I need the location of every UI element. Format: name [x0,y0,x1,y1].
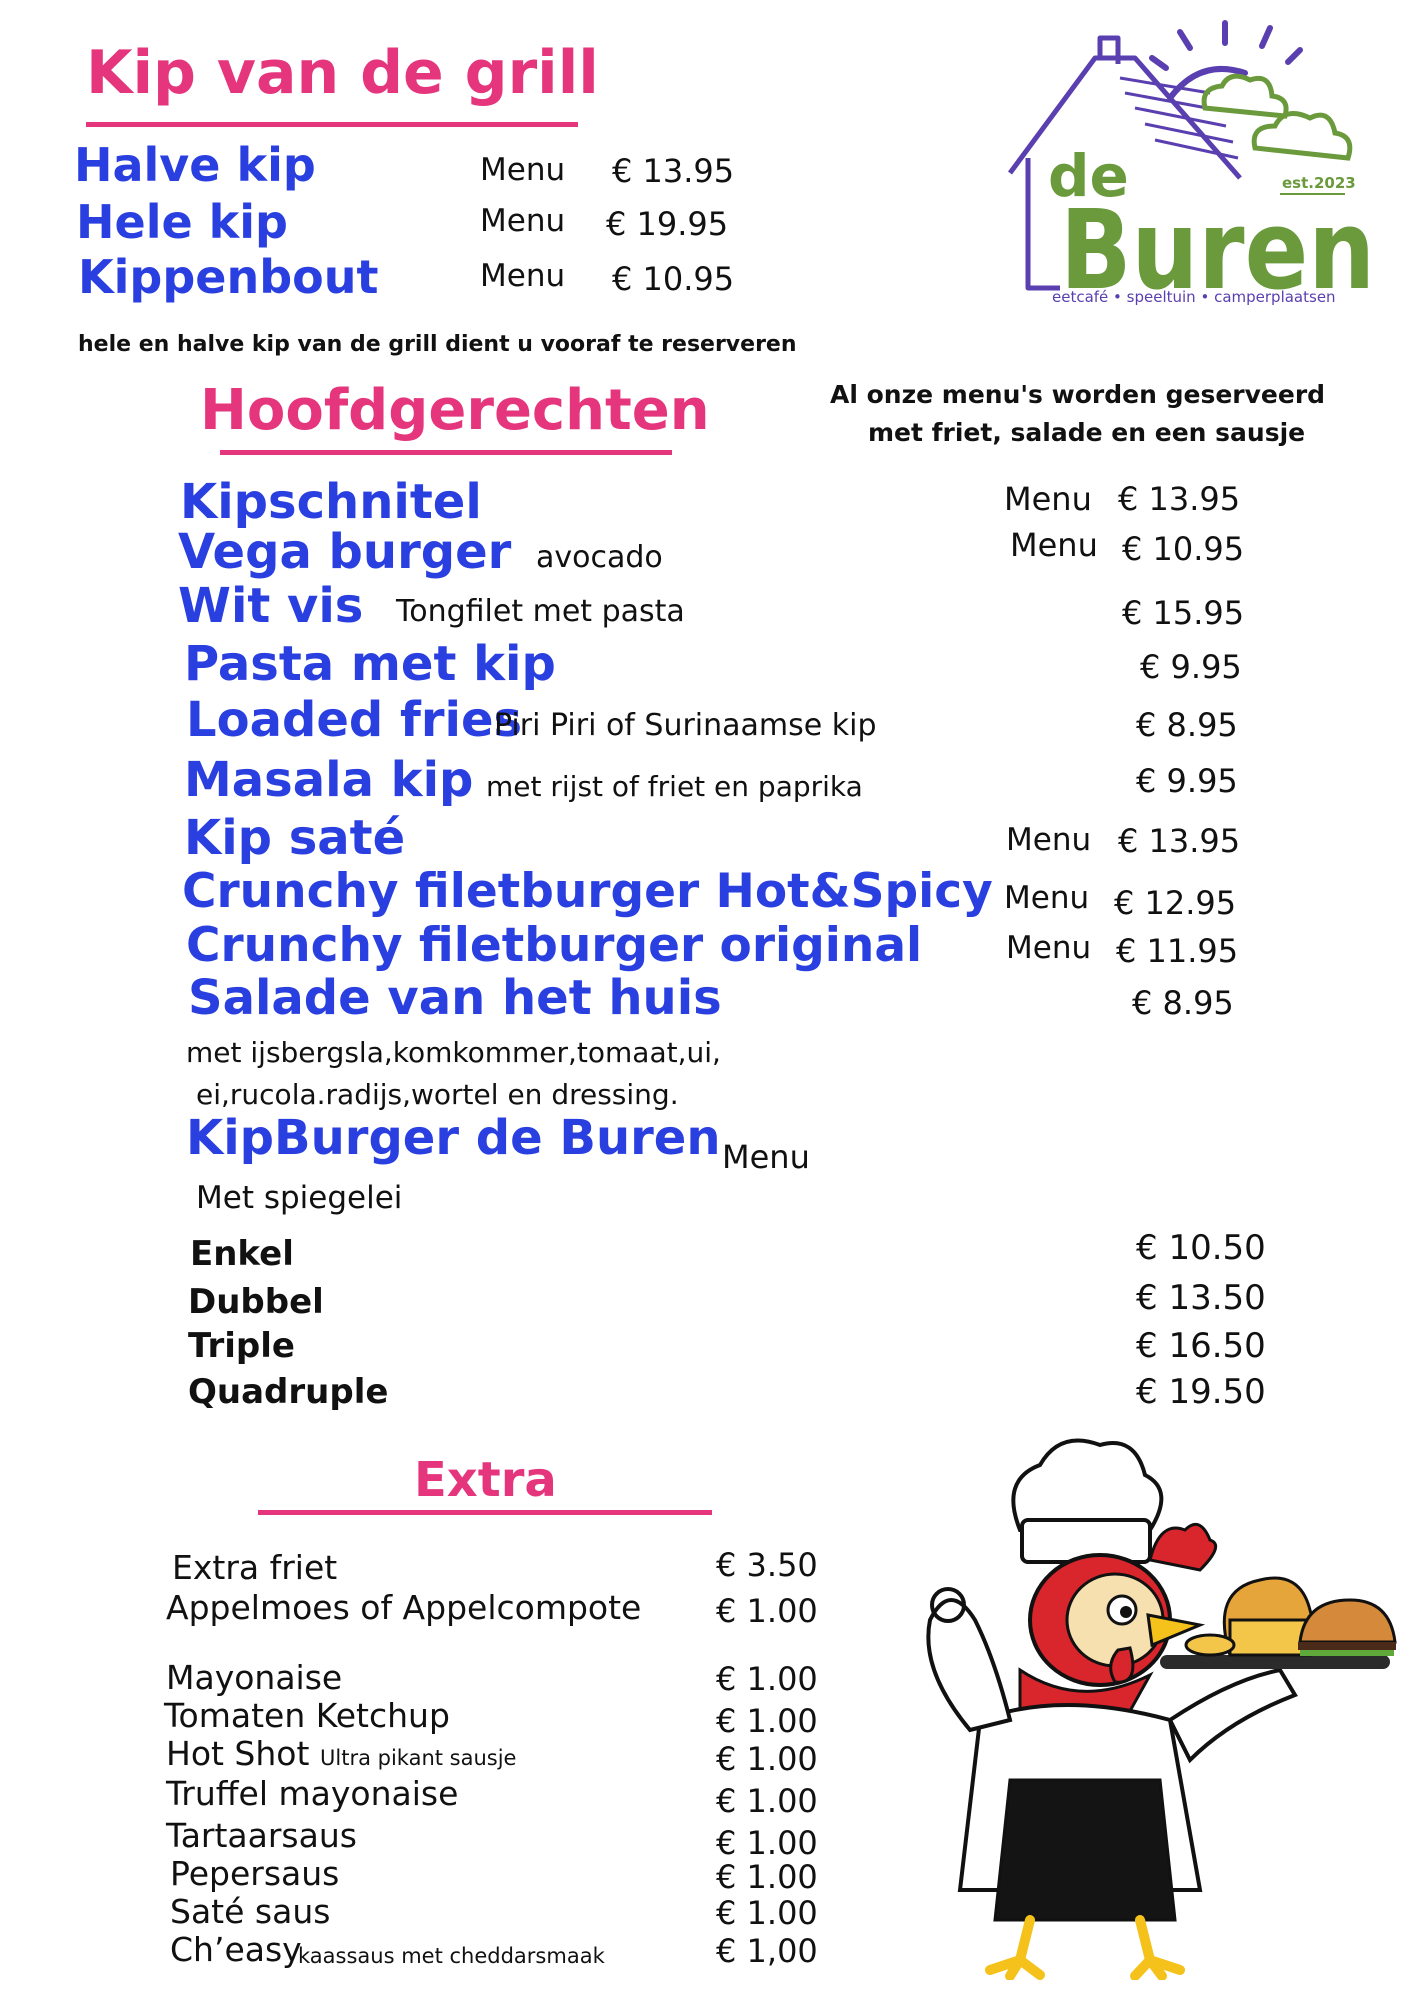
main-title-underline [220,450,672,455]
extra-item-name: Appelmoes of Appelcompote [166,1588,642,1627]
extra-item-price: € 1.00 [716,1660,818,1698]
extra-item-price: € 1.00 [716,1894,818,1932]
dish-name: Wit vis [178,578,364,634]
grill-title-underline [86,122,578,127]
dish-price: € 15.95 [1122,594,1245,632]
grill-item-menu: Menu [480,152,566,188]
dish-price: € 8.95 [1136,706,1238,744]
grill-title: Kip van de grill [86,38,599,108]
logo-buren: Buren [1060,186,1375,308]
kipburger-size-price: € 16.50 [1136,1326,1266,1366]
dish-price: € 9.95 [1140,648,1242,686]
dish-name: Crunchy filetburger Hot&Spicy [182,864,993,919]
extra-item-price: € 1.00 [716,1702,818,1740]
grill-reservation-note: hele en halve kip van de grill dient u vooraf te reserveren [78,332,797,357]
dish-price: € 11.95 [1116,932,1239,970]
kipburger-size: Triple [188,1326,295,1366]
dish-menu: Menu [1006,930,1092,966]
extra-item-price: € 3.50 [716,1546,818,1584]
dish-name: Salade van het huis [188,970,722,1026]
kipburger-desc: Met spiegelei [196,1180,403,1216]
extra-item-price: € 1.00 [716,1824,818,1862]
dish-menu: Menu [1004,480,1092,518]
extra-item-price: € 1,00 [716,1932,818,1970]
kipburger-size-price: € 10.50 [1136,1228,1266,1268]
served-note-line-2: met friet, salade en een sausje [868,418,1306,447]
grill-item-name: Kippenbout [78,250,379,304]
logo-graphic [1000,18,1390,308]
kipburger-size-price: € 19.50 [1136,1372,1266,1412]
kipburger-size: Enkel [190,1234,294,1274]
kipburger-name: KipBurger de Buren [186,1110,721,1166]
extra-item-name: Pepersaus [170,1854,340,1893]
grill-item-menu: Menu [480,258,566,294]
extra-item-name: Mayonaise [166,1658,343,1697]
grill-item-name: Halve kip [74,138,316,192]
grill-item-price: € 13.95 [612,152,735,190]
served-note-line-1: Al onze menu's worden geserveerd [830,380,1326,409]
extra-item-name: Tartaarsaus [166,1816,357,1855]
dish-name: Masala kip [184,752,474,808]
main-title: Hoofdgerechten [200,378,710,443]
extra-item-name: Hot Shot [166,1734,310,1773]
grill-item-price: € 10.95 [612,260,735,298]
grill-item-price: € 19.95 [606,205,729,243]
extra-title-underline [258,1510,712,1515]
dish-price: € 10.95 [1122,530,1245,568]
dish-price: € 13.95 [1118,480,1241,518]
extra-item-note: kaassaus met cheddarsmaak [298,1944,605,1968]
dish-price: € 12.95 [1114,884,1237,922]
dish-desc: Tongfilet met pasta [396,594,685,629]
dish-name: Pasta met kip [184,636,556,692]
extra-item-name: Extra friet [172,1548,338,1587]
logo-est: est.2023 [1282,174,1356,192]
kipburger-size: Dubbel [188,1282,324,1322]
grill-item-menu: Menu [480,203,566,239]
rooster-chef-illustration [900,1420,1400,1980]
kipburger-size-price: € 13.50 [1136,1278,1266,1318]
dish-menu: Menu [1006,822,1092,858]
logo-de: de [1048,142,1129,210]
dish-price: € 13.95 [1118,822,1241,860]
extra-item-price: € 1.00 [716,1782,818,1820]
extra-item-price: € 1.00 [716,1592,818,1630]
dish-price: € 9.95 [1136,762,1238,800]
logo-tagline: eetcafé • speeltuin • camperplaatsen [1052,288,1336,306]
dish-price: € 8.95 [1132,984,1234,1022]
dish-desc: avocado [536,540,663,575]
dish-menu: Menu [1004,880,1090,916]
dish-desc: met rijst of friet en paprika [486,770,863,803]
logo [1000,18,1390,308]
extra-item-name: Truffel mayonaise [166,1774,459,1813]
salad-description-line-1: met ijsbergsla,komkommer,tomaat,ui, [186,1036,721,1069]
extra-item-name: Tomaten Ketchup [164,1696,450,1735]
extra-item-name: Ch’easy [170,1930,302,1969]
dish-name: Crunchy filetburger original [186,918,923,973]
dish-name: Kip saté [184,810,406,866]
extra-item-name: Saté saus [170,1892,331,1931]
dish-menu: Menu [1010,526,1098,564]
dish-name: Loaded fries [186,692,523,748]
extra-item-price: € 1.00 [716,1858,818,1896]
salad-description-line-2: ei,rucola.radijs,wortel en dressing. [196,1078,679,1111]
dish-name: Kipschnitel [180,474,482,530]
rooster-chef-icon [900,1420,1400,1980]
kipburger-menu: Menu [722,1138,810,1176]
extra-item-price: € 1.00 [716,1740,818,1778]
grill-item-name: Hele kip [76,195,288,249]
dish-desc: Piri Piri of Surinaamse kip [494,708,877,743]
extra-title: Extra [414,1452,557,1508]
dish-name: Vega burger [178,524,512,580]
extra-item-note: Ultra pikant sausje [320,1746,517,1770]
kipburger-size: Quadruple [188,1372,389,1412]
